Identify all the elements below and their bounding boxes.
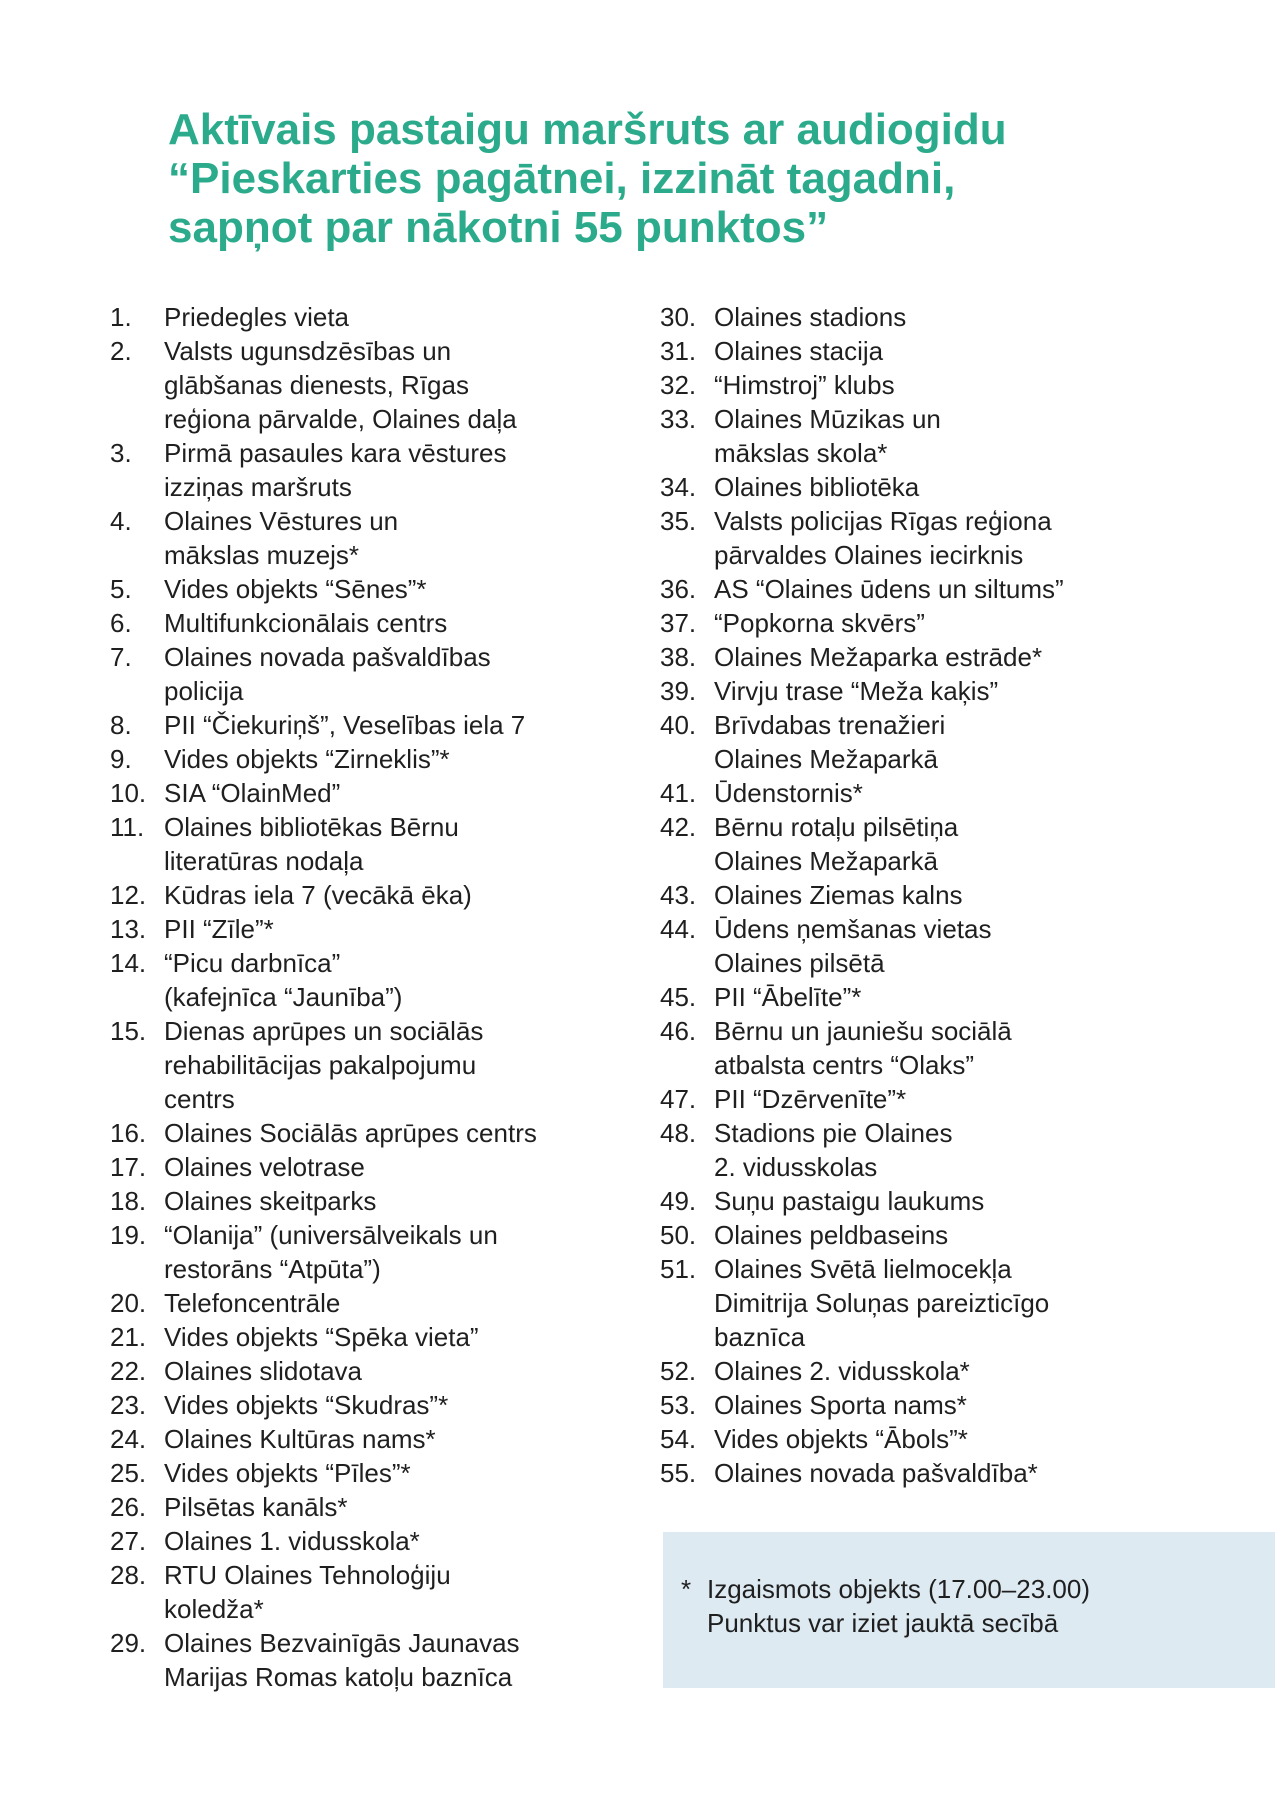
route-point — [110, 1626, 630, 1694]
route-point — [110, 1014, 630, 1116]
route-point-line: Olaines novada pašvaldības — [164, 642, 491, 672]
route-point-name — [714, 640, 1220, 674]
route-point-number: 23. — [110, 1390, 147, 1420]
route-point-line: Olaines Ziemas kalns — [714, 880, 963, 910]
route-point-number: 39. — [660, 676, 697, 706]
route-point — [110, 912, 630, 946]
route-point-line: Olaines stadions — [714, 302, 907, 332]
route-point-number: 24. — [110, 1424, 147, 1454]
route-point-line: Vides objekts “Pīles”* — [164, 1458, 411, 1488]
route-point — [660, 980, 1220, 1014]
route-point-name — [164, 1524, 630, 1558]
route-point-name — [164, 606, 630, 640]
page-title — [168, 105, 1228, 252]
route-point-name — [164, 300, 630, 334]
route-point-line: Priedegles vieta — [164, 302, 349, 332]
route-point-line: Valsts ugunsdzēsības un — [164, 336, 452, 366]
route-point-line: Dimitrija Soluņas pareizticīgo — [714, 1288, 1050, 1318]
route-point-name — [714, 1252, 1220, 1354]
route-point-number: 43. — [660, 880, 697, 910]
route-point — [660, 1456, 1220, 1490]
route-point-name — [164, 504, 630, 572]
route-point-name — [714, 368, 1220, 402]
route-point-line: Pirmā pasaules kara vēstures — [164, 438, 507, 468]
route-point-line: (kafejnīca “Jaunība”) — [164, 982, 403, 1012]
route-point-line: izziņas maršruts — [164, 472, 352, 502]
route-point-line: Olaines slidotava — [164, 1356, 362, 1386]
route-point-number: 32. — [660, 370, 697, 400]
route-point-number: 55. — [660, 1458, 697, 1488]
route-point-name — [164, 1184, 630, 1218]
route-point-line: Olaines peldbaseins — [714, 1220, 949, 1250]
route-point-name — [714, 300, 1220, 334]
route-point-line: Olaines pilsētā — [714, 948, 885, 978]
route-point-number: 17. — [110, 1152, 147, 1182]
route-point-line: Vides objekts “Zirneklis”* — [164, 744, 450, 774]
route-point-name — [164, 1014, 630, 1116]
route-point — [110, 606, 630, 640]
route-point — [660, 810, 1220, 878]
route-point-line: Olaines novada pašvaldība* — [714, 1458, 1038, 1488]
route-point-name — [714, 878, 1220, 912]
route-point — [660, 708, 1220, 776]
route-point-number: 36. — [660, 574, 697, 604]
route-point-line: Ūdenstornis* — [714, 778, 863, 808]
route-point-name — [714, 1184, 1220, 1218]
route-point-name — [164, 1116, 630, 1150]
route-point-number: 27. — [110, 1526, 147, 1556]
route-point-number: 35. — [660, 506, 697, 536]
route-point-line: baznīca — [714, 1322, 806, 1352]
route-point-name — [164, 334, 630, 436]
route-point-number: 9. — [110, 744, 132, 774]
route-point-line: PII “Dzērvenīte”* — [714, 1084, 907, 1114]
route-point — [660, 640, 1220, 674]
route-point-line: SIA “OlainMed” — [164, 778, 341, 808]
route-point-line: Vides objekts “Sēnes”* — [164, 574, 427, 604]
route-point-number: 45. — [660, 982, 697, 1012]
route-point-number: 20. — [110, 1288, 147, 1318]
asterisk-marker: * — [681, 1574, 692, 1604]
route-point-number: 25. — [110, 1458, 147, 1488]
route-point-line: policija — [164, 676, 244, 706]
route-point-line: Olaines Bezvainīgās Jaunavas — [164, 1628, 520, 1658]
route-point-number: 15. — [110, 1016, 147, 1046]
route-point-line: Virvju trase “Meža kaķis” — [714, 676, 999, 706]
route-point-number: 1. — [110, 302, 132, 332]
route-point-number: 42. — [660, 812, 697, 842]
route-point-line: rehabilitācijas pakalpojumu — [164, 1050, 477, 1080]
route-point — [110, 1354, 630, 1388]
route-point-name — [714, 1388, 1220, 1422]
route-point-number: 16. — [110, 1118, 147, 1148]
legend-text — [707, 1572, 1090, 1640]
route-point-number: 51. — [660, 1254, 697, 1284]
route-point — [660, 1082, 1220, 1116]
route-point-number: 19. — [110, 1220, 147, 1250]
route-point-number: 6. — [110, 608, 132, 638]
route-point — [110, 1184, 630, 1218]
route-point-number: 46. — [660, 1016, 697, 1046]
route-point — [660, 878, 1220, 912]
route-point-number: 33. — [660, 404, 697, 434]
route-point-name — [714, 912, 1220, 980]
route-point-line: PII “Čiekuriņš”, Veselības iela 7 — [164, 710, 526, 740]
route-point — [110, 572, 630, 606]
route-point — [110, 708, 630, 742]
route-point — [110, 504, 630, 572]
route-point-number: 30. — [660, 302, 697, 332]
route-point-name — [164, 436, 630, 504]
route-point-line: Olaines skeitparks — [164, 1186, 377, 1216]
route-point — [110, 300, 630, 334]
route-point-number: 10. — [110, 778, 147, 808]
route-point-line: PII “Zīle”* — [164, 914, 274, 944]
route-point-line: Kūdras iela 7 (vecākā ēka) — [164, 880, 472, 910]
route-point-number: 52. — [660, 1356, 697, 1386]
route-point-line: Olaines bibliotēka — [714, 472, 920, 502]
route-point — [660, 1252, 1220, 1354]
route-point-line: Marijas Romas katoļu baznīca — [164, 1662, 513, 1692]
route-point — [660, 1184, 1220, 1218]
route-point-line: Olaines Mežaparkā — [714, 846, 938, 876]
route-point — [660, 674, 1220, 708]
route-point-name — [714, 980, 1220, 1014]
route-point-name — [714, 810, 1220, 878]
route-point-line: Dienas aprūpes un sociālās — [164, 1016, 484, 1046]
route-list-right — [660, 300, 1220, 1490]
route-point-line: Olaines 1. vidusskola* — [164, 1526, 420, 1556]
route-point-number: 21. — [110, 1322, 147, 1352]
route-point — [660, 504, 1220, 572]
route-point-line: Olaines Mūzikas un — [714, 404, 941, 434]
route-point — [110, 1490, 630, 1524]
route-point — [660, 470, 1220, 504]
route-point-number: 18. — [110, 1186, 147, 1216]
route-point-number: 28. — [110, 1560, 147, 1590]
route-point — [660, 402, 1220, 470]
route-point-name — [164, 1388, 630, 1422]
route-point-number: 29. — [110, 1628, 147, 1658]
route-point-number: 54. — [660, 1424, 697, 1454]
route-point — [110, 810, 630, 878]
route-point — [110, 878, 630, 912]
route-point-name — [164, 1558, 630, 1626]
route-point-number: 40. — [660, 710, 697, 740]
route-point — [110, 1218, 630, 1286]
route-point-number: 11. — [110, 812, 145, 842]
route-point-line: “Picu darbnīca” — [164, 948, 341, 978]
route-point-line: Ūdens ņemšanas vietas — [714, 914, 992, 944]
route-point-number: 13. — [110, 914, 147, 944]
route-point-line: Olaines 2. vidusskola* — [714, 1356, 970, 1386]
route-point-line: Olaines stacija — [714, 336, 884, 366]
route-point-line: Bērnu un jauniešu sociālā — [714, 1016, 1012, 1046]
route-point-number: 14. — [110, 948, 147, 978]
route-point-number: 8. — [110, 710, 132, 740]
route-point — [660, 606, 1220, 640]
route-point-line: RTU Olaines Tehnoloģiju — [164, 1560, 451, 1590]
route-point — [110, 1286, 630, 1320]
legend-line: Izgaismots objekts (17.00–23.00) — [707, 1574, 1090, 1604]
route-point-line: Olaines Kultūras nams* — [164, 1424, 436, 1454]
route-point-name — [714, 470, 1220, 504]
route-point — [660, 1014, 1220, 1082]
route-point-name — [714, 1014, 1220, 1082]
route-point — [110, 742, 630, 776]
route-point-line: AS “Olaines ūdens un siltums” — [714, 574, 1064, 604]
route-point-number: 44. — [660, 914, 697, 944]
route-point — [110, 1558, 630, 1626]
route-point-name — [164, 1354, 630, 1388]
route-point-name — [164, 776, 630, 810]
route-point-number: 7. — [110, 642, 132, 672]
route-point-name — [164, 708, 630, 742]
route-point — [660, 368, 1220, 402]
route-point-number: 47. — [660, 1084, 697, 1114]
route-point-line: 2. vidusskolas — [714, 1152, 878, 1182]
route-point — [660, 776, 1220, 810]
route-point-number: 49. — [660, 1186, 697, 1216]
route-point-line: “Popkorna skvērs” — [714, 608, 925, 638]
route-point — [110, 1456, 630, 1490]
route-point-number: 34. — [660, 472, 697, 502]
route-point-line: glābšanas dienests, Rīgas — [164, 370, 469, 400]
route-point-name — [714, 1218, 1220, 1252]
route-point-line: Olaines Vēstures un — [164, 506, 399, 536]
route-point — [110, 1422, 630, 1456]
route-point-line: koledža* — [164, 1594, 264, 1624]
route-point-number: 38. — [660, 642, 697, 672]
route-point-name — [164, 1456, 630, 1490]
route-point-line: Olaines Mežaparkā — [714, 744, 938, 774]
route-point — [660, 912, 1220, 980]
route-point-name — [164, 1626, 630, 1694]
route-point-name — [164, 1422, 630, 1456]
route-point-name — [714, 334, 1220, 368]
route-point-line: mākslas muzejs* — [164, 540, 360, 570]
route-point-name — [164, 1286, 630, 1320]
route-point-name — [714, 572, 1220, 606]
route-point-name — [164, 640, 630, 708]
route-point-line: Stadions pie Olaines — [714, 1118, 953, 1148]
route-list-left — [110, 300, 630, 1694]
route-point-number: 37. — [660, 608, 697, 638]
route-point-name — [714, 1456, 1220, 1490]
route-point — [660, 334, 1220, 368]
route-point-line: Olaines Sporta nams* — [714, 1390, 967, 1420]
route-point-line: literatūras nodaļa — [164, 846, 364, 876]
title-line: Aktīvais pastaigu maršruts ar audiogidu — [168, 105, 1007, 154]
route-point — [660, 572, 1220, 606]
route-point-name — [164, 1320, 630, 1354]
route-point-line: Olaines bibliotēkas Bērnu — [164, 812, 459, 842]
route-point-name — [714, 1422, 1220, 1456]
route-point-number: 22. — [110, 1356, 147, 1386]
route-point — [660, 300, 1220, 334]
route-point-name — [714, 1354, 1220, 1388]
route-point — [110, 334, 630, 436]
route-point-number: 53. — [660, 1390, 697, 1420]
route-point-line: “Himstroj” klubs — [714, 370, 895, 400]
route-point-number: 5. — [110, 574, 132, 604]
route-point — [110, 1524, 630, 1558]
legend-line: Punktus var iziet jauktā secībā — [707, 1608, 1059, 1638]
route-point-name — [714, 1116, 1220, 1184]
route-point-name — [714, 708, 1220, 776]
route-point-number: 3. — [110, 438, 132, 468]
route-point-line: atbalsta centrs “Olaks” — [714, 1050, 975, 1080]
route-point-number: 50. — [660, 1220, 697, 1250]
route-point-name — [714, 1082, 1220, 1116]
route-point-number: 31. — [660, 336, 697, 366]
route-point-number: 48. — [660, 1118, 697, 1148]
route-point-name — [164, 1150, 630, 1184]
route-point-line: Vides objekts “Skudras”* — [164, 1390, 449, 1420]
route-point-line: Telefoncentrāle — [164, 1288, 341, 1318]
route-point — [660, 1354, 1220, 1388]
route-point-line: Vides objekts “Ābols”* — [714, 1424, 968, 1454]
route-point — [110, 1320, 630, 1354]
route-point-number: 4. — [110, 506, 132, 536]
route-point-name — [164, 946, 630, 1014]
route-point — [110, 946, 630, 1014]
route-point-name — [714, 504, 1220, 572]
route-point — [660, 1116, 1220, 1184]
route-point-line: reģiona pārvalde, Olaines daļa — [164, 404, 517, 434]
route-point — [660, 1388, 1220, 1422]
route-point-line: Suņu pastaigu laukums — [714, 1186, 985, 1216]
title-line: sapņot par nākotni 55 punktos” — [168, 203, 829, 252]
route-point-name — [714, 402, 1220, 470]
route-point-name — [714, 776, 1220, 810]
route-point-number: 41. — [660, 778, 697, 808]
route-point-line: Olaines Sociālās aprūpes centrs — [164, 1118, 537, 1148]
route-point-number: 26. — [110, 1492, 147, 1522]
route-point — [110, 1388, 630, 1422]
route-point-line: PII “Ābelīte”* — [714, 982, 862, 1012]
route-point-name — [164, 1218, 630, 1286]
route-point — [110, 640, 630, 708]
route-point-line: “Olanija” (universālveikals un — [164, 1220, 498, 1250]
route-point-number: 12. — [110, 880, 147, 910]
route-point-line: Multifunkcionālais centrs — [164, 608, 448, 638]
legend-note — [663, 1532, 1275, 1688]
route-point-line: restorāns “Atpūta”) — [164, 1254, 381, 1284]
route-point-line: Pilsētas kanāls* — [164, 1492, 348, 1522]
route-point-name — [164, 742, 630, 776]
title-line: “Pieskarties pagātnei, izzināt tagadni, — [168, 154, 956, 203]
route-point-line: centrs — [164, 1084, 235, 1114]
route-point-name — [714, 606, 1220, 640]
route-point-line: Olaines Svētā lielmocekļa — [714, 1254, 1012, 1284]
route-point-line: Olaines velotrase — [164, 1152, 365, 1182]
legend-row — [681, 1572, 1255, 1640]
route-point-line: pārvaldes Olaines iecirknis — [714, 540, 1024, 570]
route-point-line: Vides objekts “Spēka vieta” — [164, 1322, 479, 1352]
route-point — [110, 1150, 630, 1184]
route-point-line: Olaines Mežaparka estrāde* — [714, 642, 1043, 672]
route-point-name — [164, 572, 630, 606]
route-point — [110, 1116, 630, 1150]
route-point-line: Valsts policijas Rīgas reģiona — [714, 506, 1052, 536]
route-point-name — [164, 912, 630, 946]
route-point-name — [714, 674, 1220, 708]
route-point — [660, 1422, 1220, 1456]
route-point-name — [164, 1490, 630, 1524]
route-point-line: Brīvdabas trenažieri — [714, 710, 946, 740]
route-point — [110, 776, 630, 810]
route-point-line: Bērnu rotaļu pilsētiņa — [714, 812, 959, 842]
route-point-name — [164, 810, 630, 878]
route-point-name — [164, 878, 630, 912]
route-point-line: mākslas skola* — [714, 438, 888, 468]
route-point-number: 2. — [110, 336, 132, 366]
route-point — [660, 1218, 1220, 1252]
route-point — [110, 436, 630, 504]
